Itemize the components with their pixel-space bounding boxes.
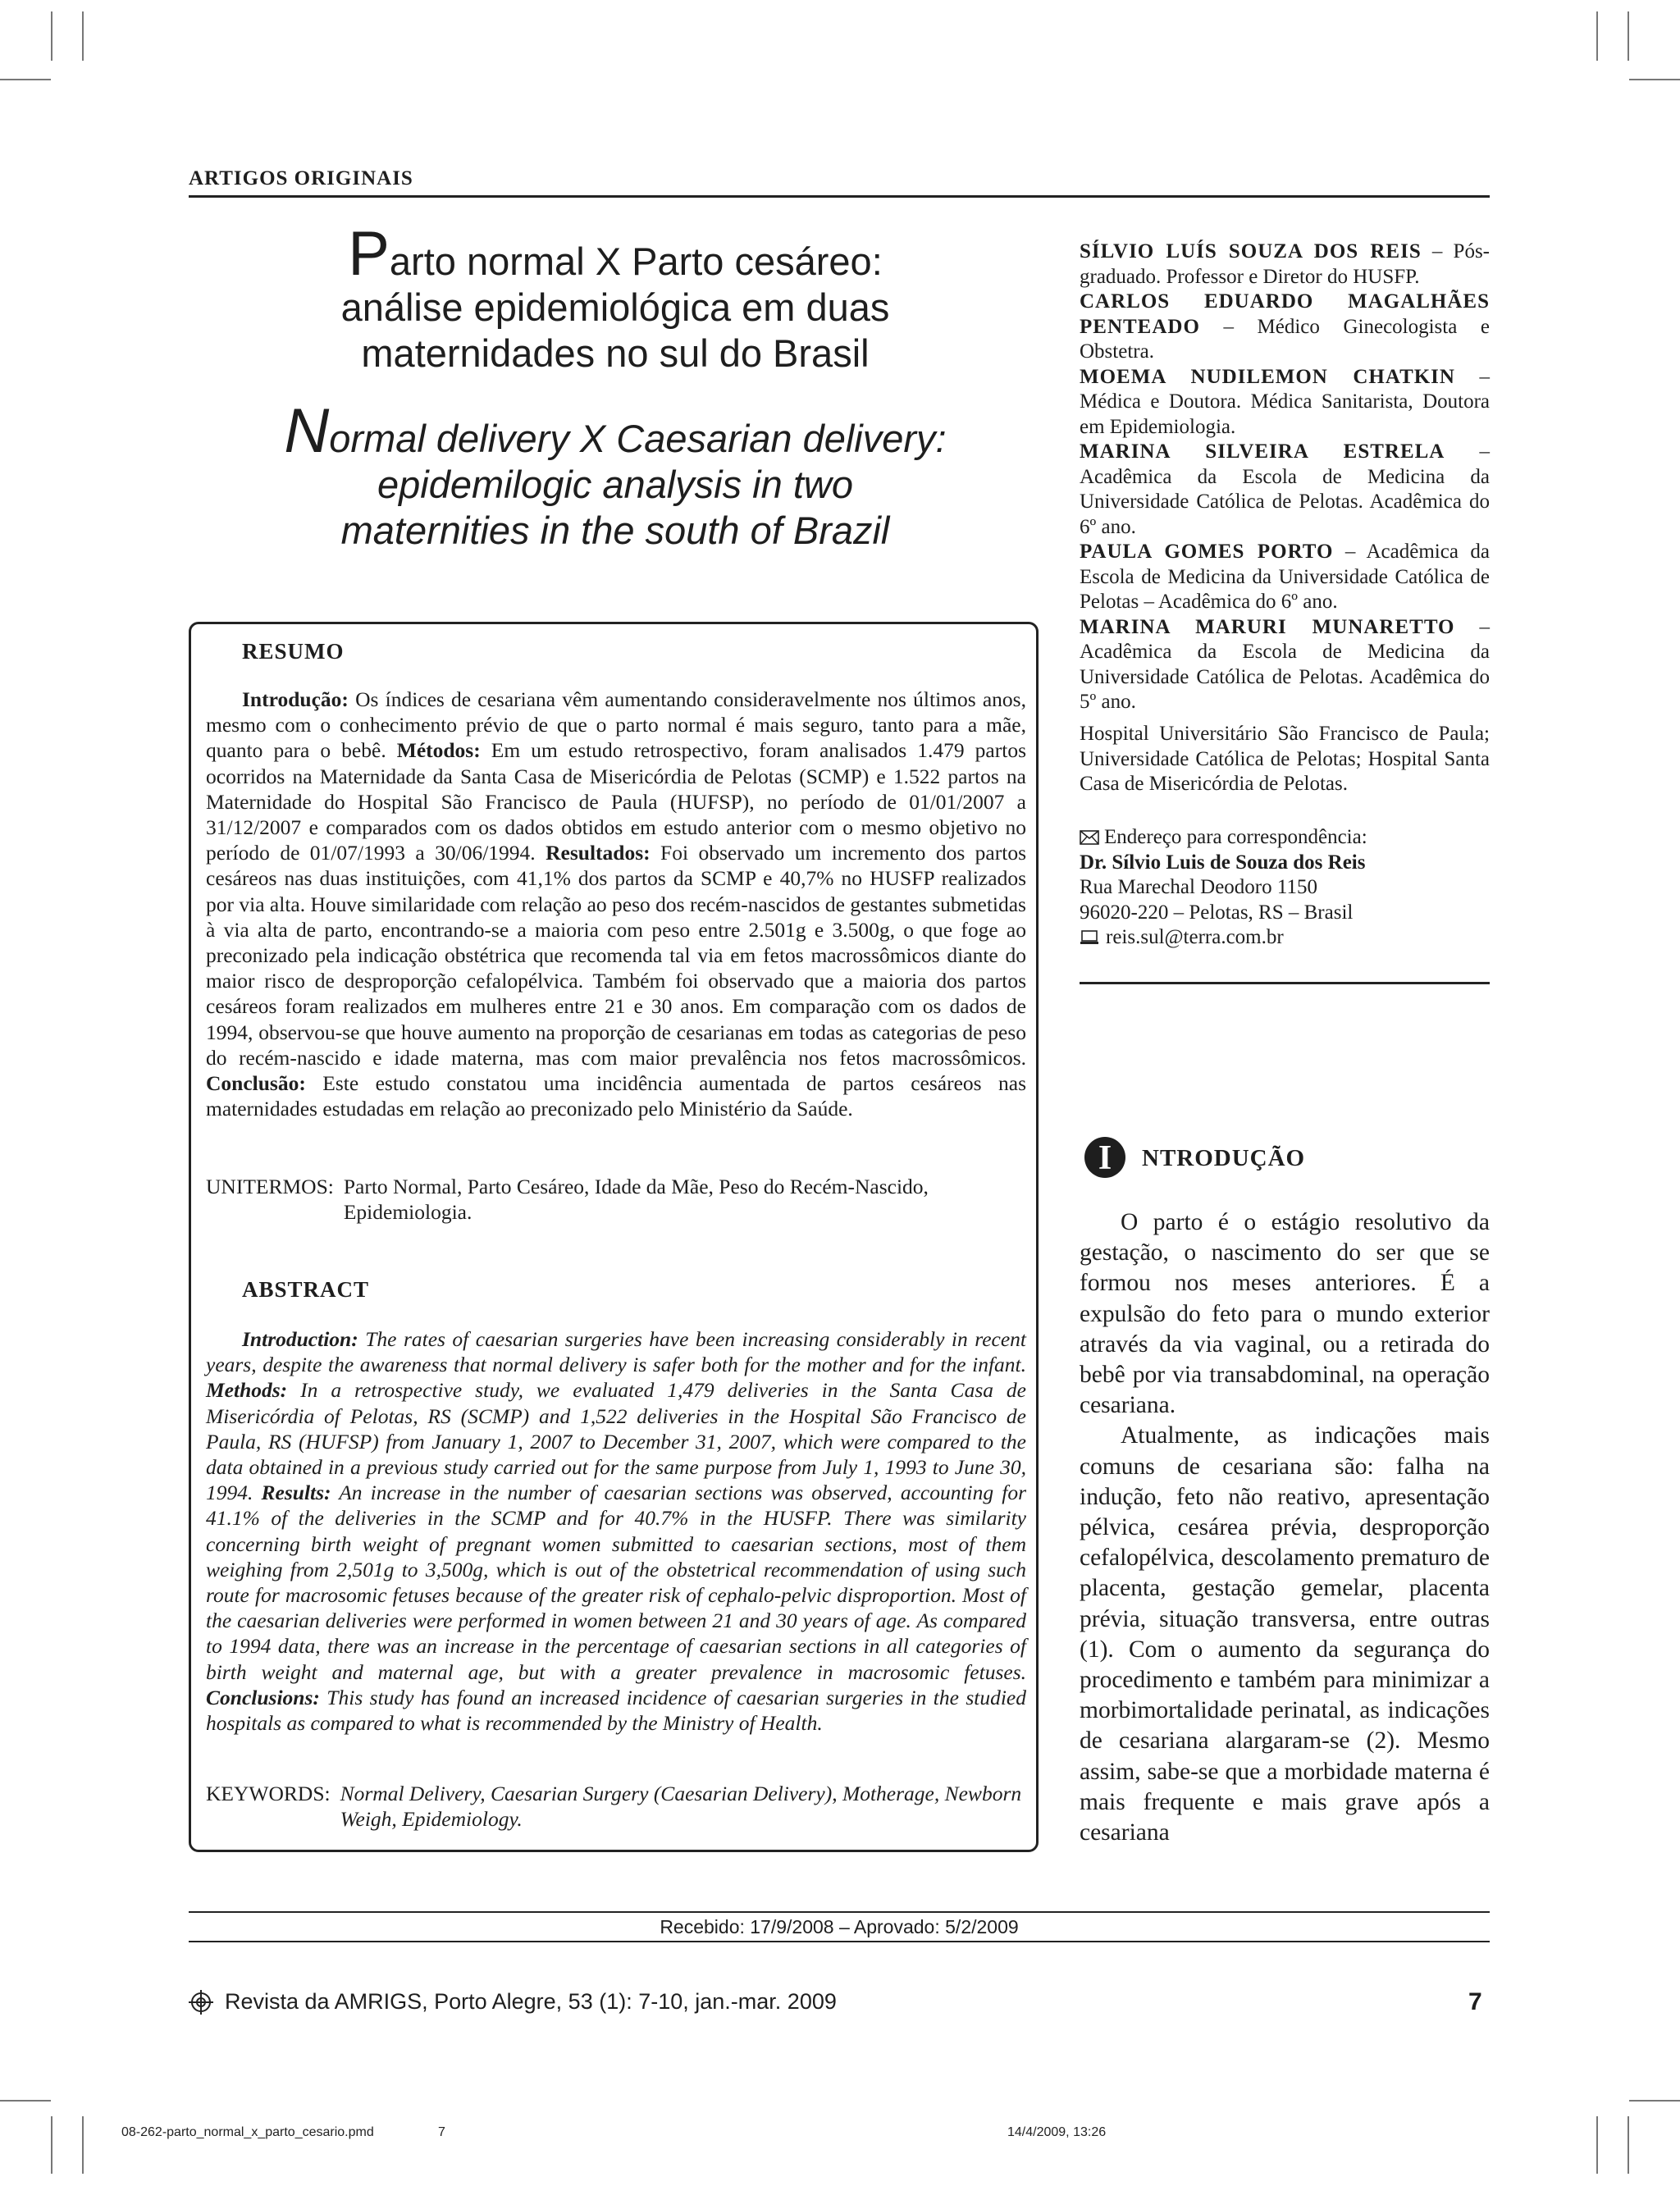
- author-description: – Acadêmica da Escola de Medicina da Universidade Católica de Pelotas – Acadêmica do 6º ano.: [1080, 541, 1490, 613]
- author-list: [1080, 240, 1490, 715]
- abstract-conclusion-label: Conclusions:: [206, 1685, 320, 1709]
- title-pt-line1: arto normal X Parto cesáreo:: [389, 240, 883, 283]
- abstract-keywords: [206, 1781, 1026, 1832]
- author-entry: [1080, 290, 1490, 365]
- crop-mark: [1628, 2116, 1629, 2174]
- author-description: – Acadêmica da Escola de Medicina da Universidade Católica de Pelotas. Acadêmica do 6º ano.: [1080, 440, 1490, 538]
- resumo-keywords: [206, 1174, 1026, 1225]
- author-description: – Médico Ginecologista e Obstetra.: [1080, 315, 1490, 363]
- author-name: SÍLVIO LUÍS SOUZA DOS REIS: [1080, 240, 1422, 262]
- crop-mark: [1628, 11, 1629, 61]
- crop-mark: [1596, 11, 1598, 61]
- correspondence-name: Dr. Sílvio Luis de Souza dos Reis: [1080, 851, 1366, 874]
- page-number: 7: [1468, 1988, 1482, 2015]
- correspondence-city: 96020-220 – Pelotas, RS – Brasil: [1080, 901, 1354, 924]
- header-rule: [189, 195, 1490, 198]
- abstract-methods-text: In a retrospective study, we evaluated 1,479 deliveries in the Santa Casa de Misericórdia of Pelotas, RS (SCMP) and 1,522 deliveries in the Hospital São Francisco de Paula, RS (HUFSP) from January 1, 2007 to December 31, 2007, which were compared to the data obtained in a previous study carried out for the same purpose from July 1, 1993 to June 30, 1994.: [206, 1378, 1026, 1505]
- title-pt-line3: maternidades no sul do Brasil: [361, 331, 870, 375]
- abstract-keywords-text: Normal Delivery, Caesarian Surgery (Caesarian Delivery), Motherage, Newborn Weigh, Epidemiology.: [340, 1782, 1022, 1832]
- correspondence: [1080, 825, 1490, 951]
- author-entry: [1080, 440, 1490, 540]
- resumo-conclusion-label: Conclusão:: [206, 1071, 306, 1096]
- correspondence-email[interactable]: reis.sul@terra.com.br: [1106, 926, 1284, 948]
- received-rule-bottom: [189, 1941, 1490, 1942]
- crop-mark: [1629, 79, 1680, 80]
- title-en-initial: N: [284, 396, 330, 466]
- author-name: MARINA MARURI MUNARETTO: [1080, 615, 1455, 638]
- author-description: – Acadêmica da Escola de Medicina da Universidade Católica de Pelotas. Acadêmica do 5º ano.: [1080, 615, 1490, 713]
- abstract-methods-label: Methods:: [206, 1378, 288, 1403]
- title-pt-line2: análise epidemiológica em duas: [340, 285, 890, 329]
- slug-date: 14/4/2009, 13:26: [1007, 2125, 1107, 2139]
- abstract-results-label: Results:: [261, 1481, 331, 1505]
- title-english: [246, 396, 984, 554]
- title-en-line2: epidemilogic analysis in two: [377, 463, 853, 506]
- right-column-rule: [1080, 982, 1490, 984]
- intro-body: [1080, 1207, 1490, 1848]
- intro-paragraph-1: O parto é o estágio resolutivo da gestação, o nascimento do ser que se formou nos meses anteriores. É a expulsão do feto para o mundo exterior através da via vaginal, ou a retirada do bebê por via transabdominal, na operação cesariana.: [1080, 1209, 1490, 1419]
- abstract-results-text: An increase in the number of caesarian sections was observed, accounting for 41.1% of the deliveries in the SCMP and for 40.7% in the HUSFP. There was similarity concerning birth weight of pregnant women submitted to caesarian sections, most of them weighing from 2,501g to 3,500g, which is out of the obstetrical recommendation of using such route for macrosomic fetuses because of the greater risk of cephalo-pelvic disproportion. Most of the caesarian deliveries were performed in women between 21 and 30 years of age. As compared to 1994 data, there was an increase in the percentage of caesarian sections in all categories of birth weight and maternal age, but with a greater prevalence in macrosomic fetuses.: [206, 1481, 1027, 1684]
- crop-mark: [1629, 2100, 1680, 2102]
- abstract-box: [189, 622, 1039, 1852]
- resumo-conclusion-text: Este estudo constatou uma incidência aumentada de partos cesáreos nas maternidades estudadas em relação ao preconizado pelo Ministério da Saúde.: [206, 1071, 1026, 1121]
- intro-paragraph-2: Atualmente, as indicações mais comuns de cesariana são: falha na indução, feto não reativo, apresentação pélvica, cesárea prévia, desproporção cefalopélvica, descolamento prematuro de placenta, gestação gemelar, placenta prévia, situação transversa, entre outras (1). Com o aumento da segurança do procedimento e também para minimizar a morbimortalidade perinatal, as indicações de cesariana alargaram-se (2). Mesmo assim, sabe-se que a morbidade materna é mais frequente e mais grave após a cesariana: [1080, 1422, 1490, 1846]
- crop-mark: [82, 2116, 84, 2174]
- resumo-intro-label: Introdução:: [242, 687, 349, 711]
- author-name: PAULA GOMES PORTO: [1080, 541, 1334, 563]
- correspondence-email-line: [1080, 925, 1490, 951]
- received-rule-top: [189, 1911, 1490, 1913]
- resumo-results-label: Resultados:: [546, 841, 651, 865]
- slug-page: 7: [438, 2125, 445, 2139]
- intro-heading: NTRODUÇÃO: [1142, 1145, 1306, 1171]
- journal-citation: [189, 1989, 837, 2015]
- author-entry: [1080, 615, 1490, 715]
- crop-mark: [0, 79, 51, 80]
- affiliation: Hospital Universitário São Francisco de Paula; Universidade Católica de Pelotas; Hospital Santa Casa de Misericórdia de Pelotas.: [1080, 723, 1490, 795]
- received-dates: Recebido: 17/9/2008 – Aprovado: 5/2/2009: [660, 1916, 1019, 1937]
- journal-logo-icon: [189, 1990, 213, 2015]
- resumo-paragraph: [206, 687, 1026, 1121]
- title-pt-initial: P: [348, 219, 390, 289]
- crop-mark: [0, 2100, 51, 2102]
- author-entry: [1080, 365, 1490, 440]
- resumo-keywords-text: Parto Normal, Parto Cesáreo, Idade da Mãe, Peso do Recém-Nascido, Epidemiologia.: [343, 1175, 929, 1225]
- correspondence-label: Endereço para correspondência:: [1104, 826, 1367, 848]
- intro-initial-badge: I: [1084, 1137, 1125, 1178]
- resumo-heading: RESUMO: [242, 639, 345, 664]
- abstract-heading: ABSTRACT: [242, 1277, 370, 1302]
- slug-filename: 08-262-parto_normal_x_parto_cesario.pmd: [121, 2125, 374, 2139]
- author-entry: [1080, 240, 1490, 290]
- author-name: CARLOS EDUARDO MAGALHÃES PENTEADO: [1080, 290, 1490, 338]
- author-description: – Pós-graduado. Professor e Diretor do HUSFP.: [1080, 240, 1490, 288]
- resumo-methods-text: Em um estudo retrospectivo, foram analisados 1.479 partos ocorridos na Maternidade da Santa Casa de Misericórdia de Pelotas (SCMP) e 1.522 partos na Maternidade do Hospital São Francisco de Paula (HUFSP), no período de 01/01/2007 a 31/12/2007 e comparados com os dados obtidos em estudo anterior com o mesmo objetivo no período de 01/07/1993 a 30/06/1994.: [206, 738, 1026, 865]
- resumo-keywords-label: UNITERMOS:: [206, 1175, 334, 1198]
- correspondence-label-line: [1080, 825, 1490, 851]
- abstract-intro-label: Introduction:: [242, 1327, 358, 1351]
- abstract-conclusion-text: This study has found an increased incidence of caesarian surgeries in the studied hospitals as compared to what is recommended by the Ministry of Health.: [206, 1685, 1026, 1736]
- crop-mark: [1596, 2116, 1598, 2174]
- resumo-methods-label: Métodos:: [396, 738, 481, 763]
- crop-mark: [82, 11, 84, 61]
- resumo-intro-text: Os índices de cesariana vêm aumentando consideravelmente nos últimos anos, mesmo com o conhecimento prévio de que o parto normal é mais seguro, tanto para a mãe, quanto para o bebê.: [206, 687, 1026, 763]
- abstract-paragraph: [206, 1326, 1026, 1736]
- crop-mark: [51, 11, 52, 61]
- abstract-keywords-label: KEYWORDS:: [206, 1782, 331, 1805]
- author-name: MARINA SILVEIRA ESTRELA: [1080, 440, 1445, 463]
- section-label: ARTIGOS ORIGINAIS: [189, 167, 413, 189]
- author-name: MOEMA NUDILEMON CHATKIN: [1080, 365, 1455, 388]
- author-description: – Médica e Doutora. Médica Sanitarista, Doutora em Epidemiologia.: [1080, 365, 1491, 438]
- author-entry: [1080, 540, 1490, 615]
- correspondence-street: Rua Marechal Deodoro 1150: [1080, 876, 1317, 898]
- resumo-results-text: Foi observado um incremento dos partos cesáreos nas duas instituições, com 41,1% dos partos da SCMP e 40,7% no HUSFP realizados por via alta. Houve similaridade com relação ao peso dos recém-nascidos de gestantes submetidas à via alta de parto, encontrando-se a maioria com peso entre 2.501g e 3.500g, o que foge ao preconizado pela indicação obstétrica que recomenda tal via em fetos macrossômicos diante do maior risco de desproporção cefalopélvica. Também foi observado que a maioria dos partos cesáreos foram realizados em mulheres entre 21 e 30 anos. Em comparação com os dados de 1994, observou-se que houve aumento na proporção de cesarianas em todas as categorias de peso do recém-nascido e idade materna, mas com maior prevalência nos fetos macrossômicos.: [206, 841, 1026, 1070]
- title-en-line1: ormal delivery X Caesarian delivery:: [329, 417, 947, 460]
- title-en-line3: maternities in the south of Brazil: [340, 509, 890, 552]
- journal-citation-text: Revista da AMRIGS, Porto Alegre, 53 (1): 7-10, jan.-mar. 2009: [225, 1989, 837, 2014]
- abstract-intro-text: The rates of caesarian surgeries have been increasing considerably in recent years, despite the awareness that normal delivery is safer both for the mother and for the infant.: [206, 1327, 1026, 1377]
- title-portuguese: [246, 219, 984, 377]
- envelope-icon: [1080, 830, 1099, 845]
- crop-mark: [51, 2116, 52, 2174]
- computer-icon: [1080, 929, 1099, 946]
